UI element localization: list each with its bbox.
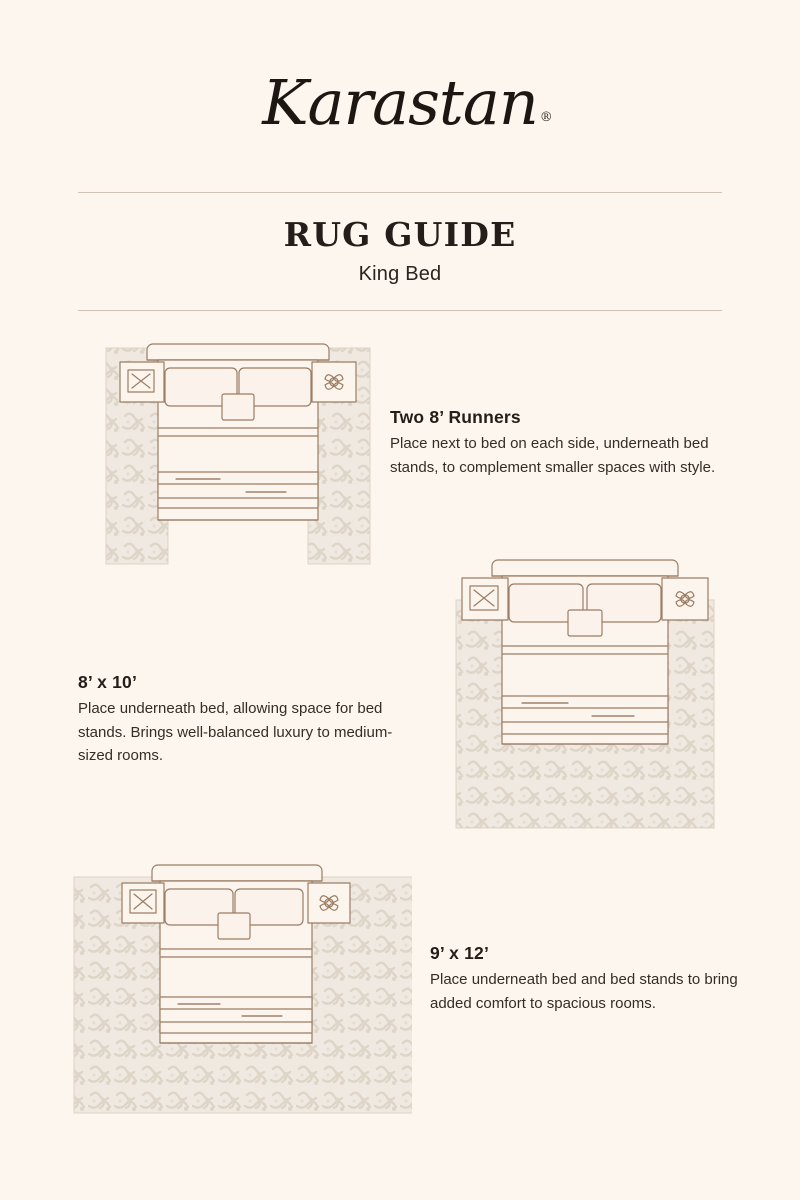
- brand-logo: [262, 66, 552, 139]
- caption-body: Place next to bed on each side, underneath bed stands, to complement smaller spaces with style.: [390, 435, 716, 476]
- brand-header: [0, 0, 800, 139]
- section-9x12: [0, 855, 800, 1145]
- registered-trademark-icon: ®: [539, 110, 552, 125]
- section-8x10: [0, 550, 800, 850]
- diagram-8x10: [440, 550, 730, 840]
- diagram-two-runners: [96, 332, 386, 582]
- diagram-9x12: [62, 855, 412, 1125]
- caption-heading: Two 8’ Runners: [390, 407, 521, 427]
- caption-heading: 9’ x 12’: [430, 943, 490, 963]
- caption-9x12: [430, 943, 760, 1015]
- title-block: [0, 193, 800, 286]
- page-subtitle: King Bed: [358, 263, 442, 285]
- caption-8x10: [78, 672, 408, 768]
- caption-two-8-runners: [390, 407, 720, 479]
- page-title: RUG GUIDE: [283, 215, 517, 254]
- brand-name: Karastan: [262, 66, 538, 139]
- caption-body: Place underneath bed and bed stands to bring added comfort to spacious rooms.: [430, 971, 738, 1012]
- caption-heading: 8’ x 10’: [78, 672, 138, 692]
- caption-body: Place underneath bed, allowing space for bed stands. Brings well-balanced luxury to medium-sized rooms.: [78, 700, 393, 765]
- divider-bottom: [78, 310, 722, 311]
